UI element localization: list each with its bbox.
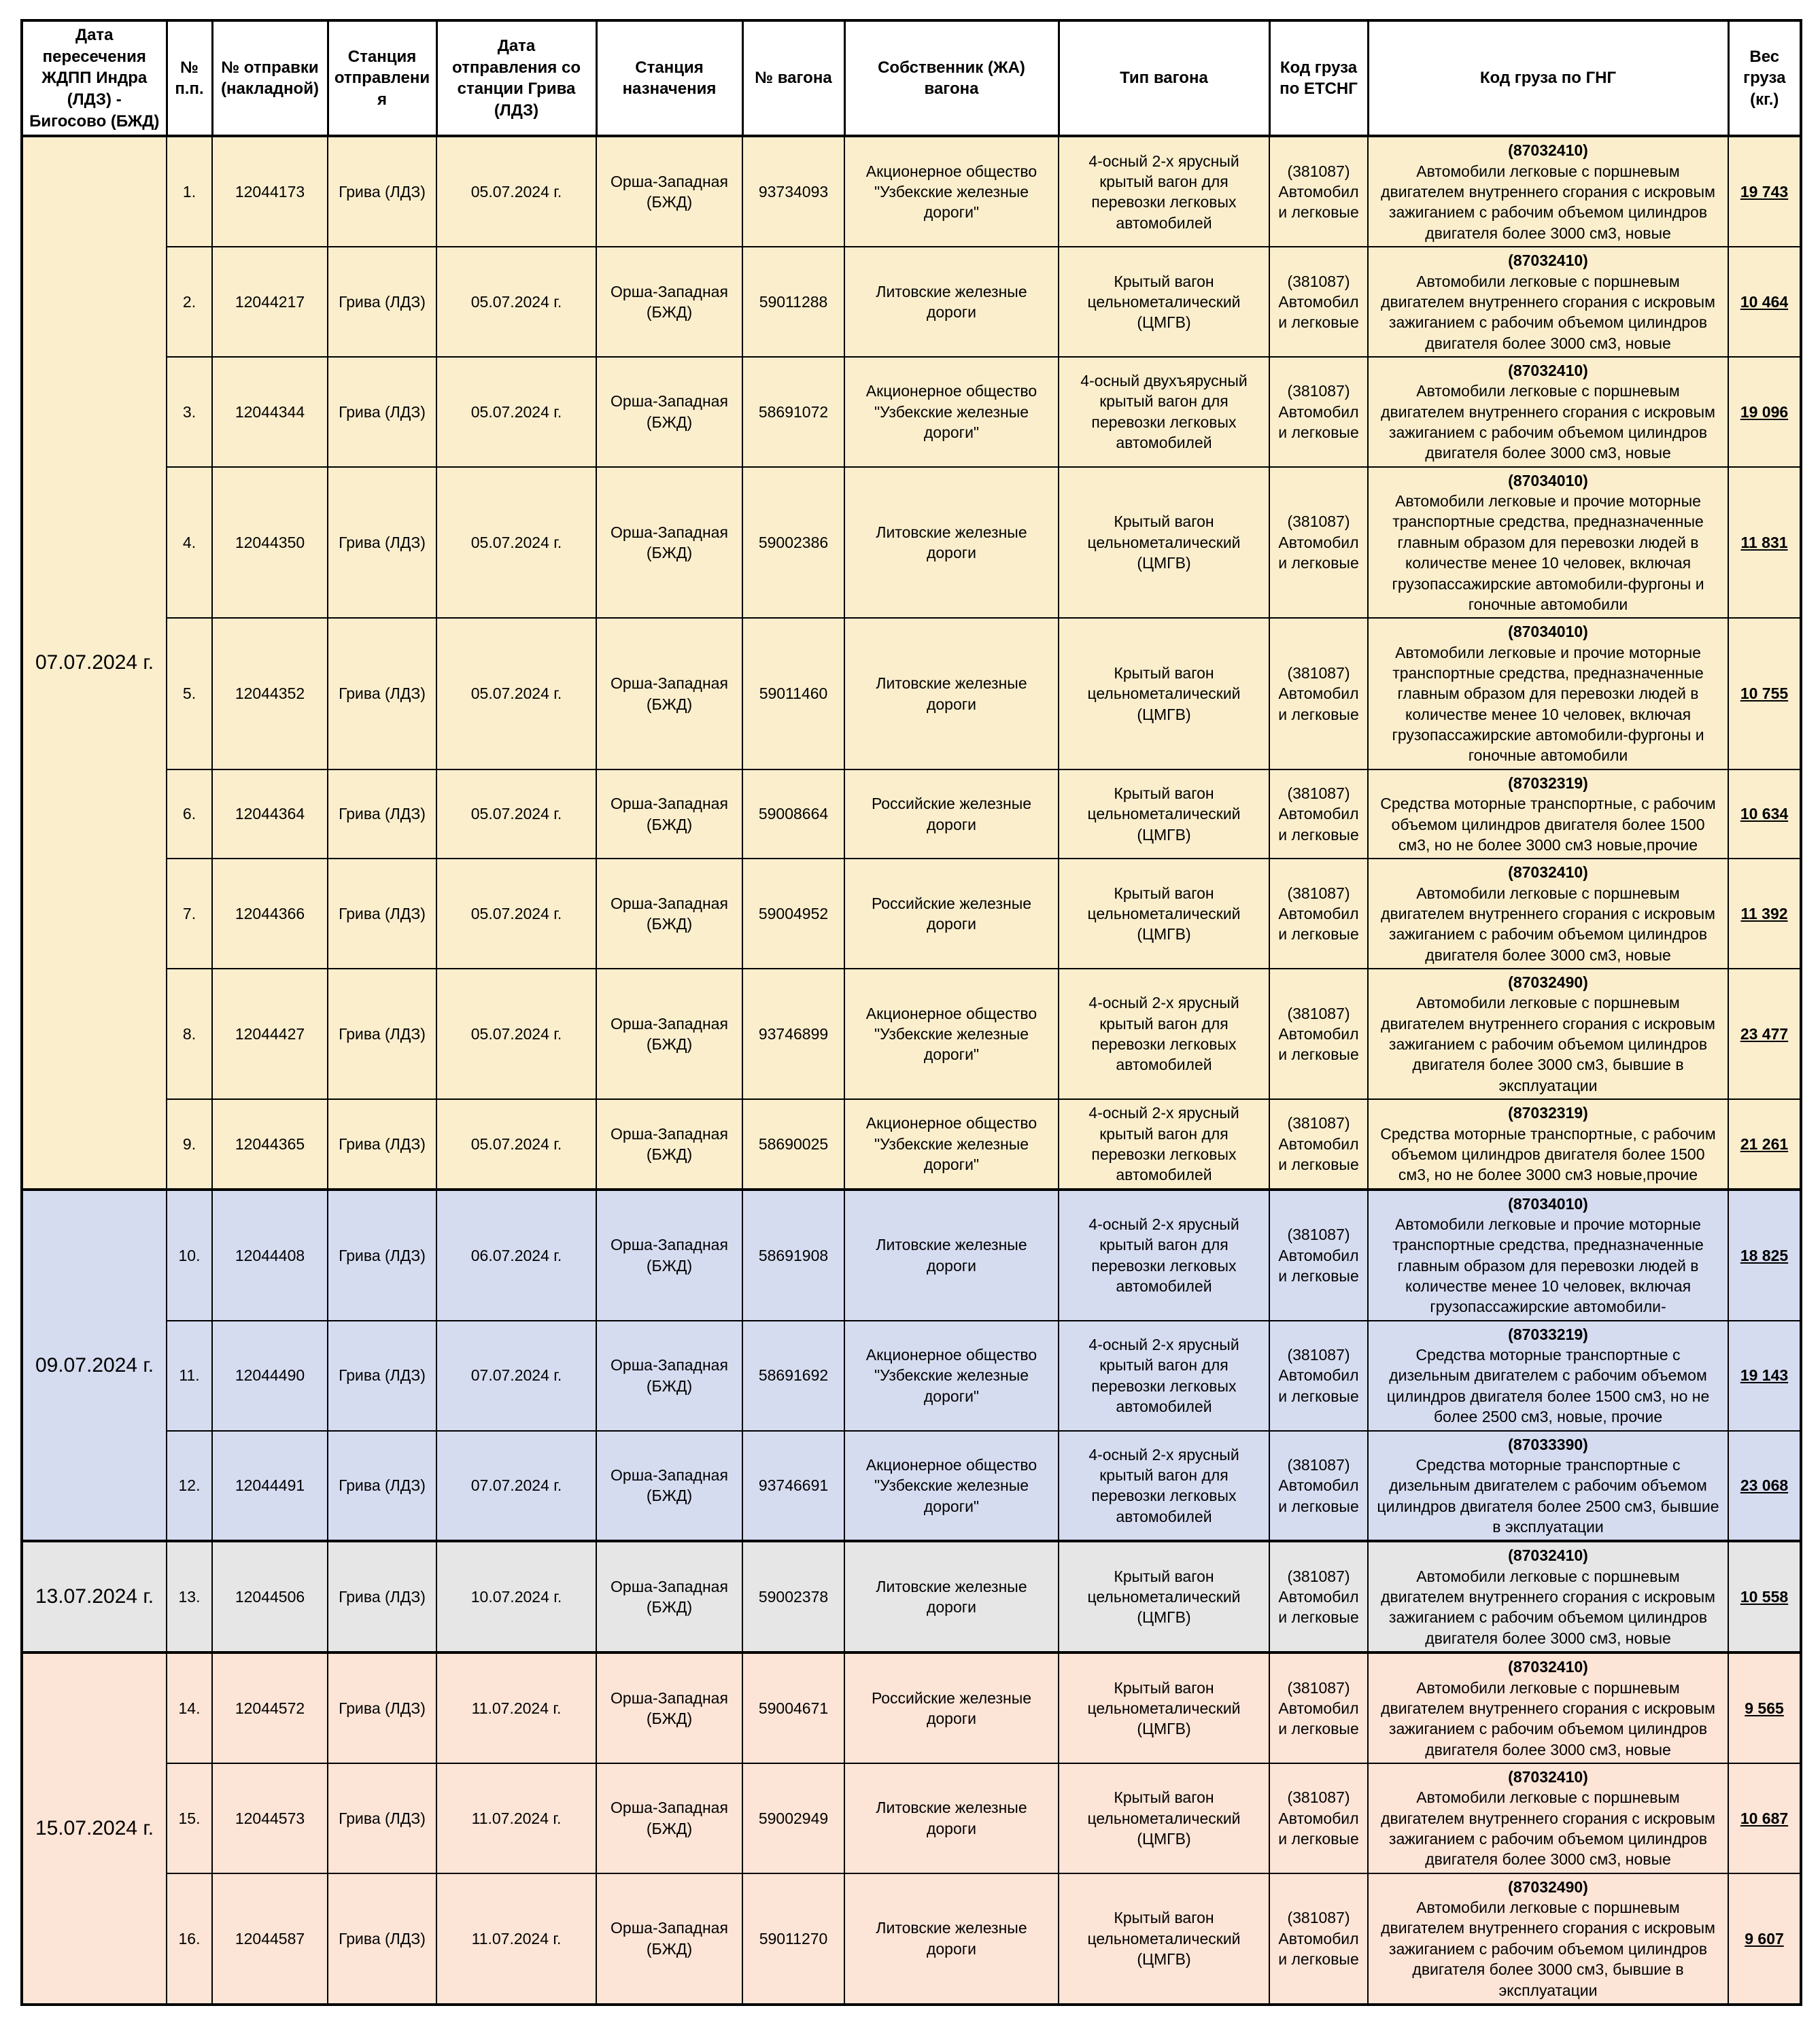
header-row bbox=[22, 20, 1801, 136]
wagon-no-cell: 58691692 bbox=[742, 1321, 844, 1431]
weight-cell: 19 143 bbox=[1728, 1321, 1801, 1431]
crossing-date-cell: 15.07.2024 г. bbox=[22, 1652, 167, 2005]
table-row bbox=[22, 1541, 1801, 1652]
etsng-cell bbox=[1269, 1541, 1368, 1652]
dispatch-no-cell: 12044572 bbox=[212, 1652, 328, 1763]
departure-station-cell: Грива (ЛДЗ) bbox=[328, 1763, 436, 1873]
destination-station-cell: Орша-Западная (БЖД) bbox=[596, 1321, 742, 1431]
gng-cell bbox=[1368, 1763, 1728, 1873]
col-header-departure-station: Станция отправления bbox=[328, 20, 436, 136]
gng-code: (87032410) bbox=[1508, 863, 1588, 882]
owner-cell: Акционерное общество "Узбекские железные дороги" bbox=[844, 1431, 1059, 1542]
etsng-desc: Автомобили легковые bbox=[1278, 292, 1359, 332]
col-header-destination-station: Станция назначения bbox=[596, 20, 742, 136]
dispatch-no-cell: 12044366 bbox=[212, 859, 328, 969]
col-header-weight: Вес груза (кг.) bbox=[1728, 20, 1801, 136]
destination-station-cell: Орша-Западная (БЖД) bbox=[596, 1873, 742, 2005]
gng-cell bbox=[1368, 769, 1728, 859]
wagon-type-cell: Крытый вагон цельнометалический (ЦМГВ) bbox=[1059, 618, 1269, 769]
wagon-type-cell: Крытый вагон цельнометалический (ЦМГВ) bbox=[1059, 859, 1269, 969]
wagon-type-cell: Крытый вагон цельнометалический (ЦМГВ) bbox=[1059, 467, 1269, 619]
col-header-departure-date: Дата отправления со станции Грива (ЛДЗ) bbox=[436, 20, 596, 136]
row-number-cell: 2. bbox=[167, 247, 212, 357]
weight-cell: 18 825 bbox=[1728, 1190, 1801, 1321]
dispatch-no-cell: 12044344 bbox=[212, 357, 328, 467]
etsng-cell bbox=[1269, 357, 1368, 467]
col-header-wagon-no: № вагона bbox=[742, 20, 844, 136]
etsng-code: (381087) bbox=[1287, 162, 1350, 180]
table-row bbox=[22, 1431, 1801, 1542]
gng-code: (87033219) bbox=[1508, 1325, 1588, 1343]
etsng-desc: Автомобили легковые bbox=[1278, 1246, 1359, 1285]
etsng-code: (381087) bbox=[1287, 1567, 1350, 1585]
departure-station-cell: Грива (ЛДЗ) bbox=[328, 969, 436, 1099]
gng-desc: Автомобили легковые с поршневым двигателем внутреннего сгорания с искровым зажиганием с рабочим объемом цилиндров двигателя более 3000 см3, бывшие в эксплуатации bbox=[1381, 994, 1715, 1094]
etsng-code: (381087) bbox=[1287, 272, 1350, 290]
col-header-etsng: Код груза по ЕТСНГ bbox=[1269, 20, 1368, 136]
dispatch-no-cell: 12044350 bbox=[212, 467, 328, 619]
table-row bbox=[22, 357, 1801, 467]
col-header-crossing-date: Дата пересечения ЖДПП Индра (ЛДЗ) - Бигосово (БЖД) bbox=[22, 20, 167, 136]
table-row bbox=[22, 1099, 1801, 1189]
weight-cell: 23 477 bbox=[1728, 969, 1801, 1099]
gng-code: (87033390) bbox=[1508, 1435, 1588, 1453]
etsng-code: (381087) bbox=[1287, 1909, 1350, 1927]
etsng-cell bbox=[1269, 1321, 1368, 1431]
etsng-code: (381087) bbox=[1287, 884, 1350, 902]
weight-cell: 19 096 bbox=[1728, 357, 1801, 467]
weight-cell: 11 831 bbox=[1728, 467, 1801, 619]
gng-desc: Средства моторные транспортные, с рабочим объемом цилиндров двигателя более 1500 см3, но не более 3000 см3 новые,прочие bbox=[1380, 1124, 1716, 1184]
gng-cell bbox=[1368, 859, 1728, 969]
etsng-cell bbox=[1269, 769, 1368, 859]
crossing-date-cell: 09.07.2024 г. bbox=[22, 1190, 167, 1542]
table-row bbox=[22, 1190, 1801, 1321]
col-header-owner: Собственник (ЖА) вагона bbox=[844, 20, 1059, 136]
owner-cell: Акционерное общество "Узбекские железные дороги" bbox=[844, 136, 1059, 247]
weight-cell: 11 392 bbox=[1728, 859, 1801, 969]
destination-station-cell: Орша-Западная (БЖД) bbox=[596, 859, 742, 969]
etsng-desc: Автомобили легковые bbox=[1278, 685, 1359, 723]
gng-desc: Автомобили легковые с поршневым двигателем внутреннего сгорания с искровым зажиганием с рабочим объемом цилиндров двигателя более 3000 см3, новые bbox=[1381, 272, 1715, 352]
etsng-cell bbox=[1269, 1431, 1368, 1542]
owner-cell: Литовские железные дороги bbox=[844, 247, 1059, 357]
crossing-date-cell: 13.07.2024 г. bbox=[22, 1541, 167, 1652]
wagon-type-cell: 4-осный 2-х ярусный крытый вагон для перевозки легковых автомобилей bbox=[1059, 1099, 1269, 1189]
etsng-cell bbox=[1269, 247, 1368, 357]
gng-code: (87034010) bbox=[1508, 623, 1588, 641]
etsng-desc: Автомобили легковые bbox=[1278, 402, 1359, 442]
gng-cell bbox=[1368, 247, 1728, 357]
row-number-cell: 12. bbox=[167, 1431, 212, 1542]
weight-cell: 10 558 bbox=[1728, 1541, 1801, 1652]
gng-desc: Автомобили легковые с поршневым двигателем внутреннего сгорания с искровым зажиганием с рабочим объемом цилиндров двигателя более 3000 см3, новые bbox=[1381, 1678, 1715, 1759]
etsng-desc: Автомобили легковые bbox=[1278, 1366, 1359, 1405]
destination-station-cell: Орша-Западная (БЖД) bbox=[596, 247, 742, 357]
gng-cell bbox=[1368, 969, 1728, 1099]
etsng-code: (381087) bbox=[1287, 1226, 1350, 1244]
gng-desc: Средства моторные транспортные, с рабочим объемом цилиндров двигателя более 1500 см3, но не более 3000 см3 новые,прочие bbox=[1380, 795, 1716, 854]
wagon-type-cell: Крытый вагон цельнометалический (ЦМГВ) bbox=[1059, 1541, 1269, 1652]
etsng-cell bbox=[1269, 969, 1368, 1099]
etsng-code: (381087) bbox=[1287, 1678, 1350, 1697]
wagon-type-cell: 4-осный 2-х ярусный крытый вагон для перевозки легковых автомобилей bbox=[1059, 1190, 1269, 1321]
table-row bbox=[22, 618, 1801, 769]
departure-station-cell: Грива (ЛДЗ) bbox=[328, 618, 436, 769]
wagon-type-cell: 4-осный 2-х ярусный крытый вагон для перевозки легковых автомобилей bbox=[1059, 1321, 1269, 1431]
etsng-code: (381087) bbox=[1287, 663, 1350, 682]
gng-cell bbox=[1368, 1099, 1728, 1189]
gng-desc: Автомобили легковые и прочие моторные транспортные средства, предназначенные главным образом для перевозки людей в количестве менее 10 человек, включая грузопассажирские автомобили-фургоны и гоночные автомобили bbox=[1392, 492, 1704, 613]
etsng-code: (381087) bbox=[1287, 1788, 1350, 1807]
etsng-code: (381087) bbox=[1287, 1004, 1350, 1022]
owner-cell: Акционерное общество "Узбекские железные дороги" bbox=[844, 1321, 1059, 1431]
owner-cell: Литовские железные дороги bbox=[844, 1763, 1059, 1873]
departure-date-cell: 05.07.2024 г. bbox=[436, 969, 596, 1099]
departure-station-cell: Грива (ЛДЗ) bbox=[328, 1099, 436, 1189]
gng-desc: Автомобили легковые с поршневым двигателем внутреннего сгорания с искровым зажиганием с рабочим объемом цилиндров двигателя более 3000 см3, новые bbox=[1381, 1788, 1715, 1869]
departure-station-cell: Грива (ЛДЗ) bbox=[328, 136, 436, 247]
destination-station-cell: Орша-Западная (БЖД) bbox=[596, 357, 742, 467]
wagon-no-cell: 93746691 bbox=[742, 1431, 844, 1542]
row-number-cell: 14. bbox=[167, 1652, 212, 1763]
row-number-cell: 4. bbox=[167, 467, 212, 619]
departure-date-cell: 11.07.2024 г. bbox=[436, 1763, 596, 1873]
gng-code: (87032410) bbox=[1508, 141, 1588, 160]
gng-code: (87032410) bbox=[1508, 252, 1588, 270]
etsng-desc: Автомобили легковые bbox=[1278, 904, 1359, 944]
col-header-wagon-type: Тип вагона bbox=[1059, 20, 1269, 136]
etsng-desc: Автомобили легковые bbox=[1278, 1929, 1359, 1968]
gng-code: (87032490) bbox=[1508, 1877, 1588, 1896]
etsng-code: (381087) bbox=[1287, 513, 1350, 531]
gng-desc: Автомобили легковые и прочие моторные транспортные средства, предназначенные главным образом для перевозки людей в количестве менее 10 человек, включая грузопассажирские автомобили- bbox=[1392, 1215, 1704, 1316]
table-row bbox=[22, 1321, 1801, 1431]
col-header-row-number: № п.п. bbox=[167, 20, 212, 136]
owner-cell: Литовские железные дороги bbox=[844, 618, 1059, 769]
gng-cell bbox=[1368, 467, 1728, 619]
etsng-desc: Автомобили легковые bbox=[1278, 805, 1359, 844]
dispatch-no-cell: 12044364 bbox=[212, 769, 328, 859]
table-row bbox=[22, 467, 1801, 619]
gng-cell bbox=[1368, 1190, 1728, 1321]
row-number-cell: 11. bbox=[167, 1321, 212, 1431]
departure-station-cell: Грива (ЛДЗ) bbox=[328, 1541, 436, 1652]
wagon-no-cell: 59011288 bbox=[742, 247, 844, 357]
dispatch-no-cell: 12044408 bbox=[212, 1190, 328, 1321]
wagon-type-cell: Крытый вагон цельнометалический (ЦМГВ) bbox=[1059, 1652, 1269, 1763]
dispatch-no-cell: 12044217 bbox=[212, 247, 328, 357]
departure-date-cell: 05.07.2024 г. bbox=[436, 136, 596, 247]
destination-station-cell: Орша-Западная (БЖД) bbox=[596, 1763, 742, 1873]
etsng-desc: Автомобили легковые bbox=[1278, 1699, 1359, 1738]
departure-date-cell: 07.07.2024 г. bbox=[436, 1321, 596, 1431]
destination-station-cell: Орша-Западная (БЖД) bbox=[596, 769, 742, 859]
departure-station-cell: Грива (ЛДЗ) bbox=[328, 1431, 436, 1542]
gng-code: (87034010) bbox=[1508, 1194, 1588, 1213]
etsng-cell bbox=[1269, 1873, 1368, 2005]
owner-cell: Российские железные дороги bbox=[844, 1652, 1059, 1763]
dispatch-no-cell: 12044365 bbox=[212, 1099, 328, 1189]
etsng-cell bbox=[1269, 467, 1368, 619]
etsng-desc: Автомобили легковые bbox=[1278, 1024, 1359, 1064]
table-row bbox=[22, 1763, 1801, 1873]
departure-date-cell: 05.07.2024 г. bbox=[436, 357, 596, 467]
gng-code: (87032319) bbox=[1508, 774, 1588, 792]
etsng-cell bbox=[1269, 136, 1368, 247]
gng-desc: Автомобили легковые с поршневым двигателем внутреннего сгорания с искровым зажиганием с рабочим объемом цилиндров двигателя более 3000 см3, новые bbox=[1381, 162, 1715, 242]
owner-cell: Литовские железные дороги bbox=[844, 467, 1059, 619]
destination-station-cell: Орша-Западная (БЖД) bbox=[596, 1099, 742, 1189]
etsng-desc: Автомобили легковые bbox=[1278, 1135, 1359, 1174]
departure-date-cell: 05.07.2024 г. bbox=[436, 859, 596, 969]
owner-cell: Российские железные дороги bbox=[844, 769, 1059, 859]
weight-cell: 9 565 bbox=[1728, 1652, 1801, 1763]
table-row bbox=[22, 769, 1801, 859]
gng-code: (87032410) bbox=[1508, 1658, 1588, 1676]
weight-cell: 23 068 bbox=[1728, 1431, 1801, 1542]
etsng-desc: Автомобили легковые bbox=[1278, 1809, 1359, 1848]
dispatch-no-cell: 12044352 bbox=[212, 618, 328, 769]
dispatch-no-cell: 12044173 bbox=[212, 136, 328, 247]
etsng-cell bbox=[1269, 618, 1368, 769]
destination-station-cell: Орша-Западная (БЖД) bbox=[596, 1431, 742, 1542]
etsng-desc: Автомобили легковые bbox=[1278, 1476, 1359, 1515]
destination-station-cell: Орша-Западная (БЖД) bbox=[596, 136, 742, 247]
table-row bbox=[22, 1873, 1801, 2005]
wagon-type-cell: 4-осный 2-х ярусный крытый вагон для перевозки легковых автомобилей bbox=[1059, 1431, 1269, 1542]
gng-cell bbox=[1368, 357, 1728, 467]
departure-station-cell: Грива (ЛДЗ) bbox=[328, 467, 436, 619]
gng-desc: Средства моторные транспортные с дизельным двигателем с рабочим объемом цилиндров двигателя более 1500 см3, но не более 2500 см3, новые, прочие bbox=[1386, 1346, 1710, 1426]
gng-desc: Автомобили легковые с поршневым двигателем внутреннего сгорания с искровым зажиганием с рабочим объемом цилиндров двигателя более 3000 см3, новые bbox=[1381, 1567, 1715, 1647]
wagon-no-cell: 59004952 bbox=[742, 859, 844, 969]
owner-cell: Литовские железные дороги bbox=[844, 1541, 1059, 1652]
cargo-crossing-table bbox=[20, 19, 1802, 2006]
wagon-type-cell: Крытый вагон цельнометалический (ЦМГВ) bbox=[1059, 1763, 1269, 1873]
gng-cell bbox=[1368, 1431, 1728, 1542]
table-row bbox=[22, 969, 1801, 1099]
row-number-cell: 16. bbox=[167, 1873, 212, 2005]
departure-date-cell: 11.07.2024 г. bbox=[436, 1873, 596, 2005]
weight-cell: 19 743 bbox=[1728, 136, 1801, 247]
wagon-no-cell: 59002386 bbox=[742, 467, 844, 619]
row-number-cell: 5. bbox=[167, 618, 212, 769]
row-number-cell: 8. bbox=[167, 969, 212, 1099]
etsng-code: (381087) bbox=[1287, 1114, 1350, 1132]
etsng-cell bbox=[1269, 1099, 1368, 1189]
wagon-no-cell: 59004671 bbox=[742, 1652, 844, 1763]
wagon-no-cell: 58690025 bbox=[742, 1099, 844, 1189]
etsng-desc: Автомобили легковые bbox=[1278, 1588, 1359, 1627]
departure-date-cell: 05.07.2024 г. bbox=[436, 467, 596, 619]
owner-cell: Акционерное общество "Узбекские железные дороги" bbox=[844, 1099, 1059, 1189]
wagon-type-cell: 4-осный 2-х ярусный крытый вагон для перевозки легковых автомобилей bbox=[1059, 969, 1269, 1099]
dispatch-no-cell: 12044587 bbox=[212, 1873, 328, 2005]
owner-cell: Литовские железные дороги bbox=[844, 1190, 1059, 1321]
gng-desc: Автомобили легковые и прочие моторные транспортные средства, предназначенные главным образом для перевозки людей в количестве менее 10 человек, включая грузопассажирские автомобили-фургоны и гоночные автомобили bbox=[1392, 643, 1704, 765]
gng-desc: Средства моторные транспортные с дизельным двигателем с рабочим объемом цилиндров двигателя более 2500 см3, бывшие в эксплуатации bbox=[1377, 1455, 1719, 1536]
etsng-desc: Автомобили легковые bbox=[1278, 183, 1359, 222]
etsng-code: (381087) bbox=[1287, 382, 1350, 400]
departure-date-cell: 05.07.2024 г. bbox=[436, 618, 596, 769]
gng-code: (87032410) bbox=[1508, 1546, 1588, 1565]
wagon-no-cell: 59002378 bbox=[742, 1541, 844, 1652]
table-row bbox=[22, 136, 1801, 247]
row-number-cell: 1. bbox=[167, 136, 212, 247]
owner-cell: Литовские железные дороги bbox=[844, 1873, 1059, 2005]
departure-date-cell: 05.07.2024 г. bbox=[436, 1099, 596, 1189]
wagon-no-cell: 93746899 bbox=[742, 969, 844, 1099]
row-number-cell: 10. bbox=[167, 1190, 212, 1321]
etsng-code: (381087) bbox=[1287, 784, 1350, 802]
crossing-date-cell: 07.07.2024 г. bbox=[22, 136, 167, 1189]
wagon-no-cell: 58691908 bbox=[742, 1190, 844, 1321]
gng-cell bbox=[1368, 1321, 1728, 1431]
wagon-type-cell: Крытый вагон цельнометалический (ЦМГВ) bbox=[1059, 1873, 1269, 2005]
departure-station-cell: Грива (ЛДЗ) bbox=[328, 859, 436, 969]
dispatch-no-cell: 12044491 bbox=[212, 1431, 328, 1542]
owner-cell: Акционерное общество "Узбекские железные дороги" bbox=[844, 969, 1059, 1099]
row-number-cell: 6. bbox=[167, 769, 212, 859]
departure-date-cell: 05.07.2024 г. bbox=[436, 769, 596, 859]
gng-code: (87034010) bbox=[1508, 471, 1588, 489]
wagon-no-cell: 59002949 bbox=[742, 1763, 844, 1873]
destination-station-cell: Орша-Западная (БЖД) bbox=[596, 1652, 742, 1763]
departure-station-cell: Грива (ЛДЗ) bbox=[328, 247, 436, 357]
row-number-cell: 3. bbox=[167, 357, 212, 467]
departure-station-cell: Грива (ЛДЗ) bbox=[328, 1652, 436, 1763]
departure-date-cell: 11.07.2024 г. bbox=[436, 1652, 596, 1763]
departure-date-cell: 05.07.2024 г. bbox=[436, 247, 596, 357]
destination-station-cell: Орша-Западная (БЖД) bbox=[596, 1541, 742, 1652]
owner-cell: Российские железные дороги bbox=[844, 859, 1059, 969]
destination-station-cell: Орша-Западная (БЖД) bbox=[596, 618, 742, 769]
etsng-cell bbox=[1269, 1763, 1368, 1873]
etsng-code: (381087) bbox=[1287, 1455, 1350, 1474]
wagon-type-cell: 4-осный двухъярусный крытый вагон для перевозки легковых автомобилей bbox=[1059, 357, 1269, 467]
row-number-cell: 7. bbox=[167, 859, 212, 969]
wagon-no-cell: 58691072 bbox=[742, 357, 844, 467]
wagon-no-cell: 59011270 bbox=[742, 1873, 844, 2005]
wagon-type-cell: 4-осный 2-х ярусный крытый вагон для перевозки легковых автомобилей bbox=[1059, 136, 1269, 247]
dispatch-no-cell: 12044490 bbox=[212, 1321, 328, 1431]
row-number-cell: 15. bbox=[167, 1763, 212, 1873]
col-header-dispatch-no: № отправки (накладной) bbox=[212, 20, 328, 136]
row-number-cell: 13. bbox=[167, 1541, 212, 1652]
weight-cell: 10 464 bbox=[1728, 247, 1801, 357]
weight-cell: 10 687 bbox=[1728, 1763, 1801, 1873]
destination-station-cell: Орша-Западная (БЖД) bbox=[596, 467, 742, 619]
gng-cell bbox=[1368, 618, 1728, 769]
col-header-gng: Код груза по ГНГ bbox=[1368, 20, 1728, 136]
etsng-cell bbox=[1269, 859, 1368, 969]
gng-desc: Автомобили легковые с поршневым двигателем внутреннего сгорания с искровым зажиганием с рабочим объемом цилиндров двигателя более 3000 см3, новые bbox=[1381, 884, 1715, 964]
gng-cell bbox=[1368, 136, 1728, 247]
departure-station-cell: Грива (ЛДЗ) bbox=[328, 1321, 436, 1431]
weight-cell: 21 261 bbox=[1728, 1099, 1801, 1189]
gng-cell bbox=[1368, 1541, 1728, 1652]
wagon-type-cell: Крытый вагон цельнометалический (ЦМГВ) bbox=[1059, 247, 1269, 357]
gng-code: (87032410) bbox=[1508, 1767, 1588, 1786]
gng-desc: Автомобили легковые с поршневым двигателем внутреннего сгорания с искровым зажиганием с рабочим объемом цилиндров двигателя более 3000 см3, бывшие в эксплуатации bbox=[1381, 1899, 1715, 1999]
etsng-desc: Автомобили легковые bbox=[1278, 533, 1359, 572]
gng-code: (87032490) bbox=[1508, 973, 1588, 992]
departure-date-cell: 10.07.2024 г. bbox=[436, 1541, 596, 1652]
wagon-no-cell: 93734093 bbox=[742, 136, 844, 247]
wagon-no-cell: 59008664 bbox=[742, 769, 844, 859]
departure-date-cell: 06.07.2024 г. bbox=[436, 1190, 596, 1321]
gng-desc: Автомобили легковые с поршневым двигателем внутреннего сгорания с искровым зажиганием с рабочим объемом цилиндров двигателя более 3000 см3, новые bbox=[1381, 382, 1715, 462]
departure-station-cell: Грива (ЛДЗ) bbox=[328, 357, 436, 467]
dispatch-no-cell: 12044427 bbox=[212, 969, 328, 1099]
destination-station-cell: Орша-Западная (БЖД) bbox=[596, 969, 742, 1099]
table-row bbox=[22, 859, 1801, 969]
weight-cell: 10 634 bbox=[1728, 769, 1801, 859]
departure-date-cell: 07.07.2024 г. bbox=[436, 1431, 596, 1542]
wagon-type-cell: Крытый вагон цельнометалический (ЦМГВ) bbox=[1059, 769, 1269, 859]
gng-cell bbox=[1368, 1873, 1728, 2005]
dispatch-no-cell: 12044506 bbox=[212, 1541, 328, 1652]
table-row bbox=[22, 247, 1801, 357]
departure-station-cell: Грива (ЛДЗ) bbox=[328, 1873, 436, 2005]
etsng-code: (381087) bbox=[1287, 1346, 1350, 1364]
row-number-cell: 9. bbox=[167, 1099, 212, 1189]
gng-code: (87032410) bbox=[1508, 361, 1588, 379]
departure-station-cell: Грива (ЛДЗ) bbox=[328, 769, 436, 859]
departure-station-cell: Грива (ЛДЗ) bbox=[328, 1190, 436, 1321]
weight-cell: 9 607 bbox=[1728, 1873, 1801, 2005]
weight-cell: 10 755 bbox=[1728, 618, 1801, 769]
gng-code: (87032319) bbox=[1508, 1104, 1588, 1122]
owner-cell: Акционерное общество "Узбекские железные дороги" bbox=[844, 357, 1059, 467]
destination-station-cell: Орша-Западная (БЖД) bbox=[596, 1190, 742, 1321]
wagon-no-cell: 59011460 bbox=[742, 618, 844, 769]
dispatch-no-cell: 12044573 bbox=[212, 1763, 328, 1873]
etsng-cell bbox=[1269, 1190, 1368, 1321]
